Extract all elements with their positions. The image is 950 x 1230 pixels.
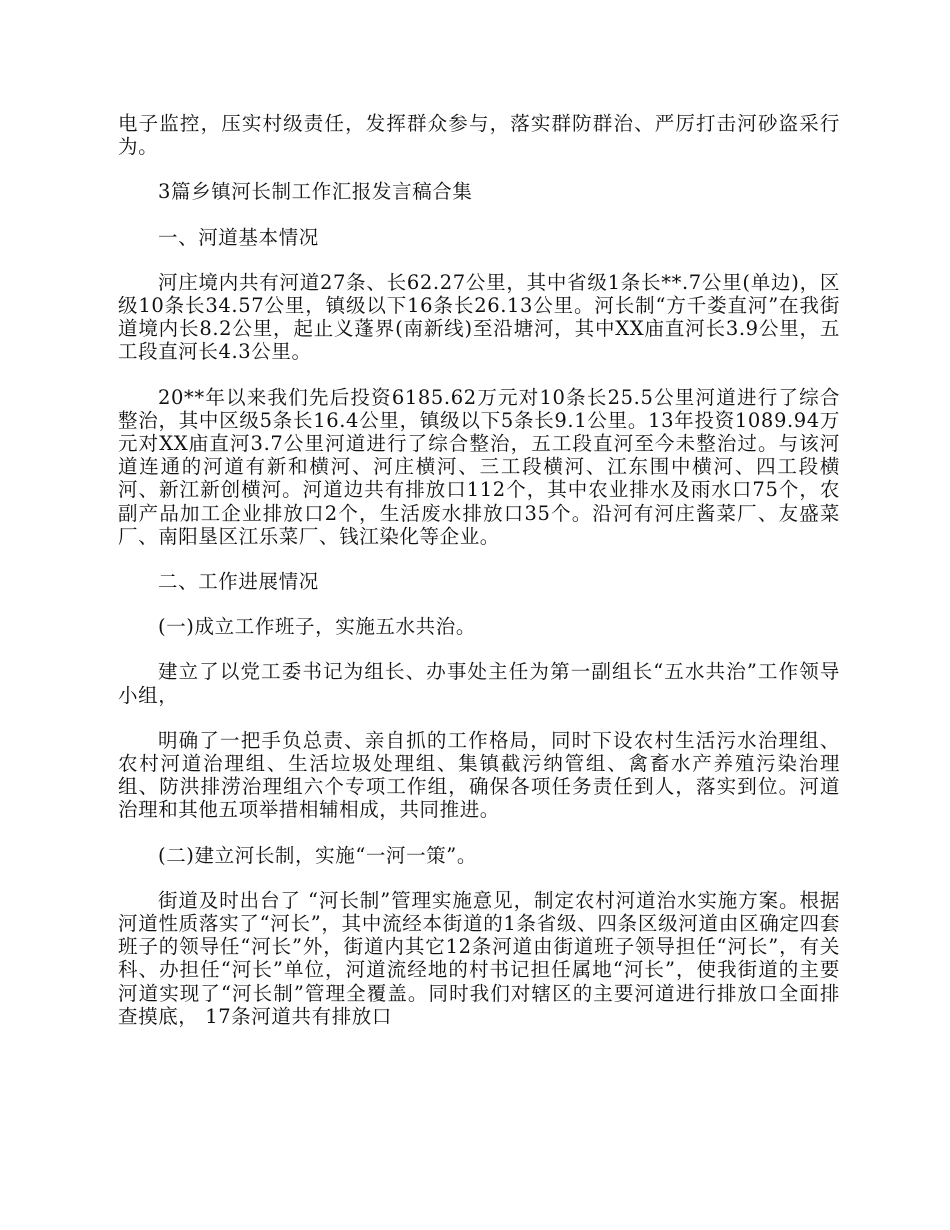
document-title: 3篇乡镇河长制工作汇报发言稿合集 xyxy=(158,180,473,204)
paragraph-river-chief-system: 街道及时出台了 “河长制”管理实施意见，制定农村河道治水实施方案。根据河道性质落实了“河长”，其中流经本街道的1条省级、四条区级河道由区确定四套班子的领导任“河长”外，街道内其它12条河道由街道班子领导担任“河长”，有关科、办担任“河长”单位，河道流经地的村书记担任属地“河长”，使我街道的主要河道实现了“河长制”管理全覆盖。同时我们对辖区的主要河道进行排放口全面排查摸底， 17条河道共有排放口 xyxy=(118,888,840,1028)
paragraph-work-pattern: 明确了一把手负总责、亲自抓的工作格局，同时下设农村生活污水治理组、农村河道治理组、生活垃圾处理组、集镇截污纳管组、禽畜水产养殖污染治理组、防洪排涝治理组六个专项工作组，确保各项任务责任到人，落实到位。河道治理和其他五项举措相辅相成，共同推进。 xyxy=(118,728,840,822)
paragraph-investment: 20**年以来我们先后投资6185.62万元对10条长25.5公里河道进行了综合整治，其中区级5条长16.4公里，镇级以下5条长9.1公里。13年投资1089.94万元对XX庙直河3.7公里河道进行了综合整治，五工段直河至今未整治过。与该河道连通的河道有新和横河、河庄横河、三工段横河、江东围中横河、四工段横河、新江新创横河。河道边共有排放口112个，其中农业排水及雨水口75个，农副产品加工企业排放口2个，生活废水排放口35个。沿河有河庄酱菜厂、友盛菜厂、南阳垦区江乐菜厂、钱江染化等企业。 xyxy=(118,385,840,548)
section-heading-1: 一、河道基本情况 xyxy=(158,225,319,249)
paragraph-leadership-group: 建立了以党工委书记为组长、办事处主任为第一副组长“五水共治”工作领导小组， xyxy=(118,660,840,707)
paragraph-river-overview: 河庄境内共有河道27条、长62.27公里，其中省级1条长**.7公里(单边)，区级10条长34.57公里，镇级以下16条长26.13公里。河长制“方千娄直河”在我街道境内长8.2公里，起止义蓬界(南新线)至沿塘河，其中XX庙直河长3.9公里，五工段直河长4.3公里。 xyxy=(118,270,840,364)
subheading-2: (二)建立河长制，实施“一河一策”。 xyxy=(158,843,477,867)
paragraph-continuation: 电子监控，压实村级责任，发挥群众参与，落实群防群治、严厉打击河砂盗采行为。 xyxy=(118,112,840,159)
section-heading-2: 二、工作进展情况 xyxy=(158,570,319,594)
document-page xyxy=(118,112,840,1050)
subheading-1: (一)成立工作班子，实施五水共治。 xyxy=(158,615,476,639)
